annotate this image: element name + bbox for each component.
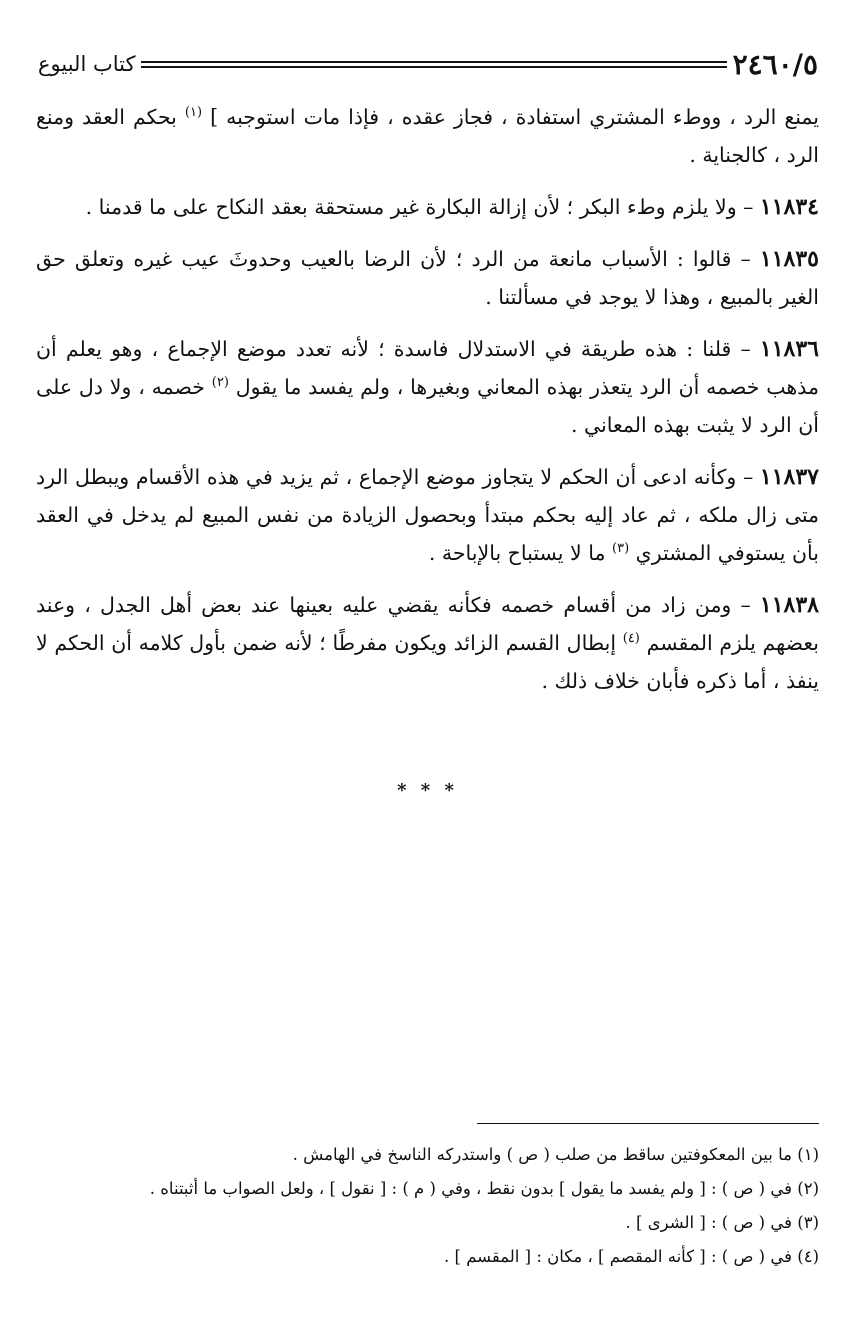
paragraph-11834: [36, 188, 819, 226]
page-number: ٢٤٦٠/٥: [732, 47, 818, 81]
paragraph-text: – قالوا : الأسباب مانعة من الرد ؛ لأن الرضا بالعيب وحدوثَ عيب غيره وتعلق حق الغير بالمبيع ، وهذا لا يوجد في مسألتنا .: [36, 247, 819, 309]
footnote-rule: [477, 1123, 819, 1124]
header-rule: [141, 61, 726, 68]
footnote-ref: (١): [184, 105, 203, 121]
paragraph-number: ١١٨٣٦: [759, 336, 819, 362]
paragraph-text: – ومن زاد من أقسام خصمه فكأنه يقضي عليه بعينها عند بعض أهل الجدل ، وعند بعضهم يلزم المقسم: [36, 593, 819, 655]
paragraph-text-after: ما لا يستباح بالإباحة .: [428, 541, 606, 565]
footnote-2: (٢) في ( ص ) : [ ولم يفسد ما يقول ] بدون نقط ، وفي ( م ) : [ نقول ] ، ولعل الصواب ما أثبتناه .: [149, 1179, 819, 1198]
paragraph-text: – قلنا : هذه طريقة في الاستدلال فاسدة ؛ لأنه تعدد موضع الإجماع ، وهو يعلم أن مذهب خصمه أن الرد يتعذر بهذه المعاني وبغيرها ، ولم يفسد ما يقول: [36, 337, 819, 399]
paragraph-text: – وكأنه ادعى أن الحكم لا يتجاوز موضع الإجماع ، ثم يزيد في هذه الأقسام ويبطل الرد متى زال ملكه ، ثم عاد إليه بحكم مبتدأ وبحصول الزيادة من نفس المبيع لم يدخل في العقد بأن يستوفي المشتري: [36, 465, 819, 565]
footnote-3: (٣) في ( ص ) : [ الشرى ] .: [625, 1213, 819, 1232]
footnote-1: (١) ما بين المعكوفتين ساقط من صلب ( ص ) واستدركه الناسخ في الهامش .: [292, 1145, 819, 1164]
paragraph-11837: [36, 458, 819, 572]
footnote-ref: (٢): [211, 375, 229, 391]
paragraph-text: يمنع الرد ، ووطء المشتري استفادة ، فجاز عقده ، فإذا مات استوجبه ]: [210, 105, 819, 129]
paragraph-11835: [36, 240, 819, 316]
paragraph-number: ١١٨٣٤: [759, 194, 819, 220]
footnote-4: (٤) في ( ص ) : [ كأنه المقصم ] ، مكان : [ المقسم ] .: [444, 1247, 819, 1266]
paragraph-11836: [36, 330, 819, 444]
body-text: [36, 98, 819, 714]
section-separator: * * *: [397, 780, 458, 801]
footnotes: [36, 1138, 819, 1274]
footnote-ref: (٤): [622, 631, 640, 647]
paragraph-text-after: إبطال القسم الزائد ويكون مفرطًا ؛ لأنه ضمن بأول كلامه أن الحكم لا ينفذ ، أما ذكره فأبان خلاف ذلك .: [36, 631, 819, 693]
paragraph-continuation: [36, 98, 819, 174]
paragraph-text-after: بحكم العقد ومنع الرد ، كالجناية .: [36, 105, 819, 167]
running-title: كتاب البيوع: [38, 52, 136, 76]
paragraph-number: ١١٨٣٥: [759, 246, 819, 272]
running-header: [38, 44, 818, 84]
paragraph-number: ١١٨٣٨: [759, 592, 819, 618]
paragraph-text-after: خصمه ، ولا دل على أن الرد لا يثبت بهذه المعاني .: [36, 375, 819, 437]
paragraph-11838: [36, 586, 819, 700]
paragraph-number: ١١٨٣٧: [759, 464, 819, 490]
paragraph-text: – ولا يلزم وطء البكر ؛ لأن إزالة البكارة غير مستحقة بعقد النكاح على ما قدمنا .: [85, 195, 754, 219]
footnote-ref: (٣): [612, 541, 630, 557]
